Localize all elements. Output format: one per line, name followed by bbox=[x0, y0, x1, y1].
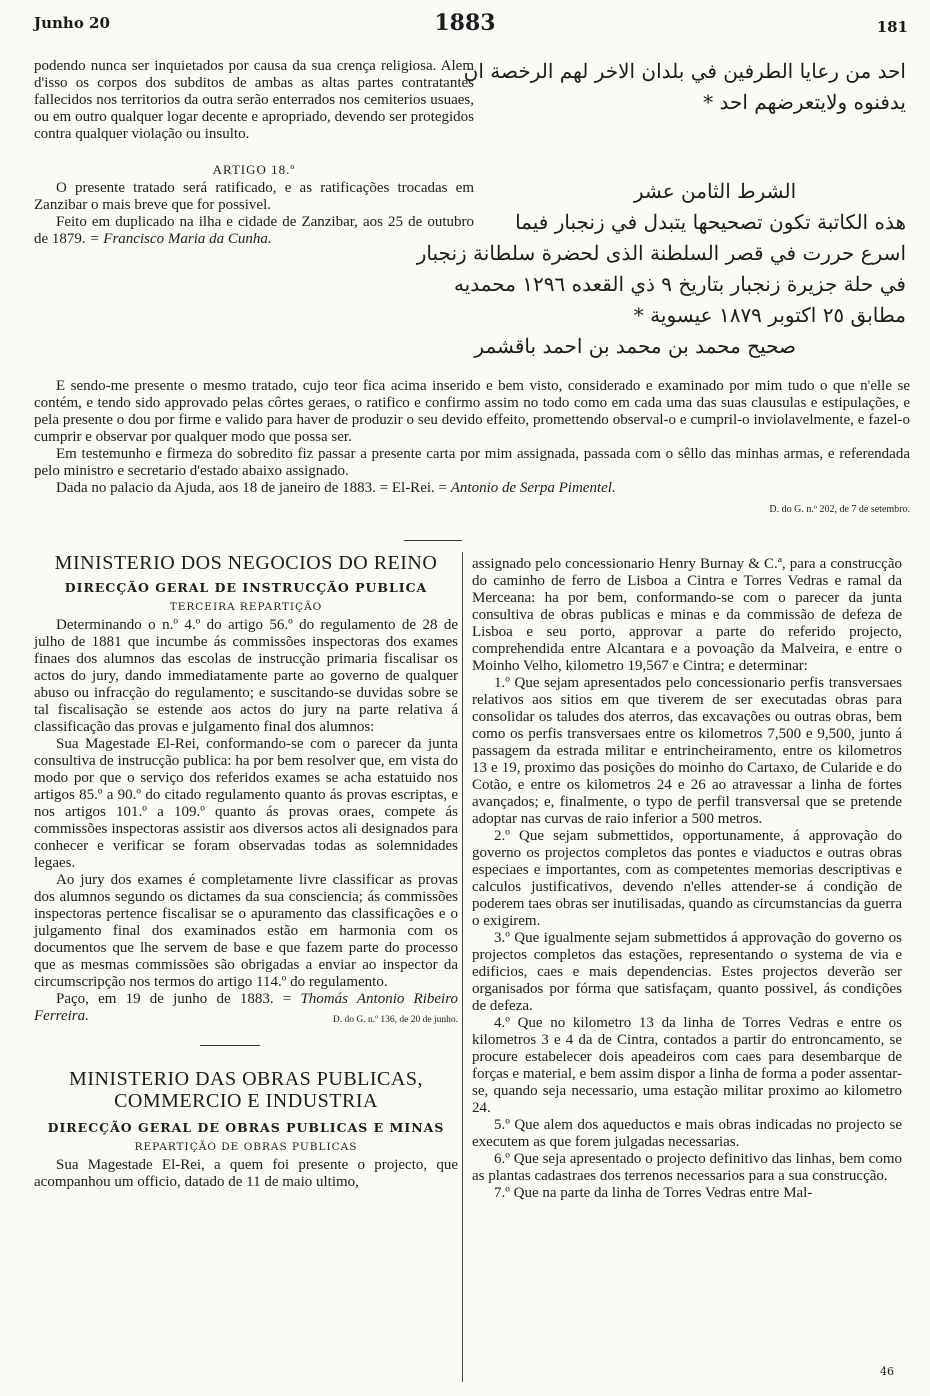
left-column bbox=[34, 552, 458, 1191]
decree-item: 6.º Que seja apresentado o projecto definitivo das linhas, bem como as plantas cadastraes dos terrenos necessarios para a sua construcção. bbox=[472, 1151, 902, 1184]
decree-item: 3.º Que igualmente sejam submettidos á approvação do governo os projectos completos das estações, representando o systema de via e edificios, caes e mais dependencias. Estes projectos deverão ser organisados por fórma que satisfaçam, quanto possivel, ás condições de defeza. bbox=[472, 930, 902, 1014]
arabic-line: يدفنوه ولايتعرضهم احد * bbox=[703, 90, 906, 114]
treaty-paragraph: podendo nunca ser inquietados por causa da sua crença religiosa. Alem d'isso os corpos dos subditos de ambas as altas partes contratantes fallecidos nos territorios da outra serão enterrados nos cemiterios usuaes, ou em outro qualquer logar decente e apropriado, devendo ser protegidos contra qualquer violação ou insulto. bbox=[34, 58, 474, 142]
decree-item: 7.º Que na parte da linha de Torres Vedras entre Mal- bbox=[494, 1185, 813, 1201]
department-heading: TERCEIRA REPARTIÇÃO bbox=[169, 601, 323, 613]
decree-date: Paço, em 19 de junho de 1883. = bbox=[56, 991, 292, 1007]
ratification-paragraph: E sendo-me presente o mesmo tratado, cujo teor fica acima inserido e bem visto, considerado e examinado por mim tudo o que n'elle se contém, e tendo sido approvado pelas côrtes geraes, o ratifico e confirmo assim no todo como em cada uma das suas clausulas e estipulações, e pela presente o dou por firme e valido para haver de produzir o seu devido effeito, promettendo observal-o e cumpril-o inviolavelmente, e fazel-o cumprir e observar por qualquer modo que possa ser. bbox=[34, 378, 910, 445]
page-header-date: Junho 20 bbox=[34, 14, 110, 32]
ministry-heading: MINISTERIO DOS NEGOCIOS DO REINO bbox=[54, 552, 438, 574]
arabic-line: اسرع حررت في قصر السلطنة الذى لحضرة سلطانة زنجبار bbox=[416, 241, 906, 265]
signature-name: Antonio de Serpa Pimentel. bbox=[450, 480, 616, 496]
decree-paragraph: Sua Magestade El-Rei, a quem foi presente o projecto, que acompanhou um officio, datado de 11 de maio ultimo, bbox=[34, 1157, 458, 1190]
decree-paragraph: Determinando o n.º 4.º do artigo 56.º do regulamento de 28 de julho de 1881 que incumbe ás commissões inspectoras dos exames finaes dos alumnos das escolas de instrucção primaria fiscalisar os actos do jury, dando immediatamente parte ao governo de qualquer abuso ou infracção do regulamento; e suscitando-se duvidas sobre se tal fiscalisação se estende aos actos do jury na parte relativa á classificação das provas e julgamento final dos alumnos: bbox=[34, 617, 458, 735]
direction-heading: DIRECÇÃO GERAL DE OBRAS PUBLICAS E MINAS bbox=[47, 1120, 445, 1135]
treaty-portuguese bbox=[34, 58, 474, 248]
direction-heading: DIRECÇÃO GERAL DE INSTRUCÇÃO PUBLICA bbox=[64, 580, 428, 595]
gazette-reference: D. do G. n.º 136, de 20 de junho. bbox=[332, 1015, 458, 1025]
arabic-line: مطابق ٢٥ اكتوبر ١٨٧٩ عيسوية * bbox=[633, 303, 906, 327]
treaty-paragraph: O presente tratado será ratificado, e as ratificações trocadas em Zanzibar o mais breve que for possivel. bbox=[34, 180, 474, 213]
arabic-article-title: الشرط الثامن عشر bbox=[633, 179, 797, 203]
page-header-year: 1883 bbox=[434, 10, 496, 36]
treaty-signature-paragraph bbox=[34, 214, 474, 248]
decree-item: 1.º Que sejam apresentados pelo concessionario perfis transversaes relativos aos sitios em que tiverem de ser executadas obras para consolidar os taludes dos aterros, das excavações ou outras obras, bem como os perfis transversaes entre os kilometros 7,500 e 9,500, junto á passagem da estrada militar e entrincheiramento, entre os kilometros 13 e 19, proximo das posições do moinho do Cartaxo, de Cularide e do Cotão, e entre os kilometros 24 e 26 ao atravessar a linha de fortes avançados; e, finalmente, o typo de perfil transversal que se pretende adoptar nas curvas de raio inferior a 500 metros. bbox=[472, 675, 902, 827]
arabic-signature: صحيح محمد بن محمد بن احمد باقشمر bbox=[474, 334, 796, 358]
ratification-paragraph: Em testemunho e firmeza do sobredito fiz passar a presente carta por mim assignada, passada com o sêllo das minhas armas, e referendada pelo ministro e secretario d'estado abaixo assignado. bbox=[34, 446, 910, 479]
column-divider bbox=[462, 552, 463, 1382]
decree-item: 2.º Que sejam submettidos, opportunamente, á approvação do governo os projectos completos das pontes e viaductos e outras obras especiaes e importantes, com as competentes memorias descriptivas e calculos justificativos, devendo n'elles attender-se á condição de poderem taes obras ser inutilisadas, quando as circumstancias da guerra o exigirem. bbox=[472, 828, 902, 929]
ratification-signature bbox=[34, 480, 910, 497]
article-title: ARTIGO 18.º bbox=[212, 162, 296, 177]
decree-paragraph: Sua Magestade El-Rei, conformando-se com o parecer da junta consultiva de instrucção publica: ha por bem resolver que, em vista do modo por que o serviço dos referidos exames se acha estatuido nos artigos 85.º a 90.º do citado regulamento quanto ás provas escriptas, e nos artigos 101.º a 109.º quanto ás provas oraes, compete ás commissões inspectoras assistir aos diversos actos ali designados para conhecer e verificar se foram observadas todas as solemnidades legaes. bbox=[34, 736, 458, 871]
decree-item: 5.º Que alem dos aqueductos e mais obras indicadas no projecto se executem as que forem julgadas necessarias. bbox=[472, 1117, 902, 1150]
department-heading: REPARTIÇÃO DE OBRAS PUBLICAS bbox=[134, 1141, 358, 1153]
treaty-arabic bbox=[463, 56, 906, 118]
arabic-line: هذه الكاتبة تكون تصحيحها يتبدل في زنجبار فيما bbox=[515, 210, 906, 234]
treaty-date-text: Feito em duplicado na ilha e cidade de Zanzibar, aos 25 de outubro de 1879. bbox=[34, 214, 474, 247]
signature-name: Thomás Antonio Ribeiro Ferreira. bbox=[34, 991, 458, 1024]
page-number: 181 bbox=[876, 18, 908, 36]
right-column bbox=[472, 556, 902, 1202]
arabic-line: احد من رعايا الطرفين في بلدان الاخر لهم الرخصة ان bbox=[463, 59, 906, 83]
arabic-line: في حلة جزيرة زنجبار بتاريخ ٩ ذي القعده ١٢٩٦ محمديه bbox=[453, 272, 906, 296]
gazette-reference: D. do G. n.º 202, de 7 de setembro. bbox=[769, 504, 910, 515]
decree-item: 4.º Que no kilometro 13 da linha de Torres Vedras e entre os kilometros 3 e 4 da de Cintra, contados a partir do entroncamento, se procure estabelecer dois apeadeiros com caes para desembarque de forças e material, e bem assim dispor a linha de forma a poder assentar-se, quando seja necessario, uma estação militar proximo ao kilometro 24. bbox=[472, 1015, 902, 1116]
signature-name: = Francisco Maria da Cunha. bbox=[89, 231, 272, 247]
sheet-number: 46 bbox=[880, 1365, 894, 1378]
divider bbox=[404, 540, 462, 541]
ministry-heading: MINISTERIO DAS OBRAS PUBLICAS, COMMERCIO E INDUSTRIA bbox=[69, 1068, 423, 1112]
divider bbox=[200, 1045, 260, 1046]
ratification-date: Dada no palacio da Ajuda, aos 18 de janeiro de 1883. = El-Rei. = bbox=[56, 480, 447, 496]
decree-signature bbox=[34, 991, 458, 1025]
decree-paragraph: assignado pelo concessionario Henry Burnay & C.ª, para a construcção do caminho de ferro de Lisboa a Cintra e Torres Vedras e ramal da Merceana: ha por bem, conformando-se com o parecer da junta consultiva de obras publicas e minas e da commissão de defeza de Lisboa e seu porto, approvar a parte do referido projecto, comprehendida entre Alcantara e a povoação da Malveira, e entre o Moinho Velho, kilometro 19,567 e Cintra; e determinar: bbox=[472, 556, 902, 674]
ratification-text bbox=[34, 378, 910, 518]
decree-paragraph: Ao jury dos exames é completamente livre classificar as provas dos alumnos segundo os dictames da sua consciencia; ás commissões inspectoras pertence fiscalisar se o apuramento das classificações e o julgamento final dos examinados estão em harmonia com os documentos que lhe servem de base e que fazem parte do processo que as mesmas commissões são obrigadas a enviar ao inspector da circumscripção nos termos do artigo 114.º do regulamento. bbox=[34, 872, 458, 990]
treaty-arabic-article bbox=[416, 176, 906, 362]
